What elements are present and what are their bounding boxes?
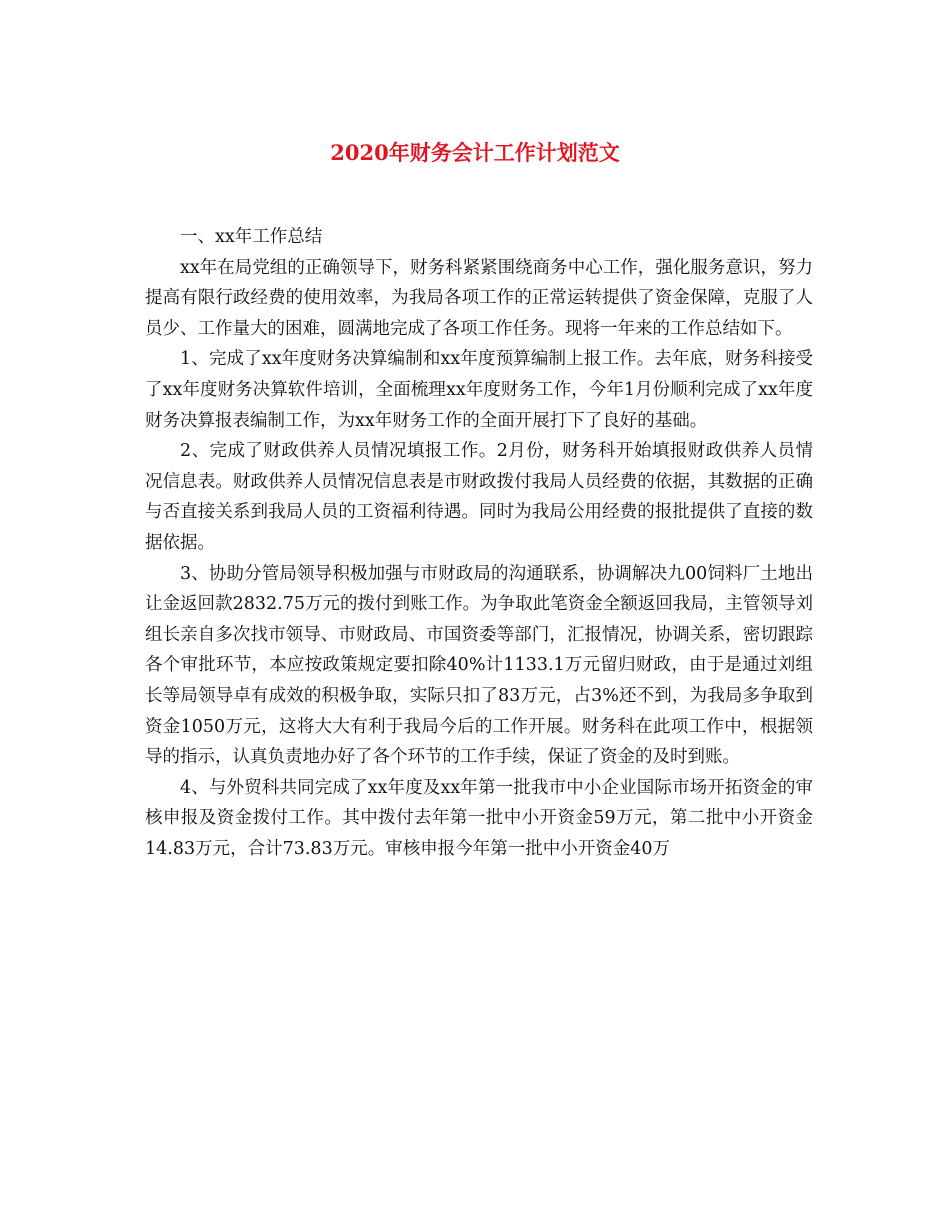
document-body bbox=[145, 222, 813, 864]
paragraph: xx年在局党组的正确领导下，财务科紧紧围绕商务中心工作，强化服务意识，努力提高有限行政经费的使用效率，为我局各项工作的正常运转提供了资金保障，克服了人员少、工作量大的困难，圆满地完成了各项工作任务。现将一年来的工作总结如下。 bbox=[145, 257, 813, 339]
paragraph: 2、完成了财政供养人员情况填报工作。2月份，财务科开始填报财政供养人员情况信息表。财政供养人员情况信息表是市财政拨付我局人员经费的依据，其数据的正确与否直接关系到我局人员的工资福利待遇。同时为我局公用经费的报批提供了直接的数据依据。 bbox=[145, 441, 813, 553]
paragraph: 3、协助分管局领导积极加强与市财政局的沟通联系，协调解决九00饲料厂土地出让金返回款2832.75万元的拨付到账工作。为争取此笔资金全额返回我局，主管领导刘组长亲自多次找市领导、市财政局、市国资委等部门，汇报情况，协调关系，密切跟踪各个审批环节，本应按政策规定要扣除40%计1133.1万元留归财政，由于是通过刘组长等局领导卓有成效的积极争取，实际只扣了83万元，占3%还不到，为我局多争取到资金1050万元，这将大大有利于我局今后的工作开展。财务科在此项工作中，根据领导的指示，认真负责地办好了各个环节的工作手续，保证了资金的及时到账。 bbox=[145, 563, 813, 768]
paragraph: 4、与外贸科共同完成了xx年度及xx年第一批我市中小企业国际市场开拓资金的审核申报及资金拨付工作。其中拨付去年第一批中小开资金59万元，第二批中小开资金14.83万元，合计73.83万元。审核申报今年第一批中小开资金40万 bbox=[145, 777, 813, 859]
section-heading: 一、xx年工作总结 bbox=[180, 227, 323, 247]
paragraph: 1、完成了xx年度财务决算编制和xx年度预算编制上报工作。去年底，财务科接受了xx年度财务决算软件培训，全面梳理xx年度财务工作，今年1月份顺利完成了xx年度财务决算报表编制工作，为xx年财务工作的全面开展打下了良好的基础。 bbox=[145, 349, 813, 431]
document-title: 2020年财务会计工作计划范文 bbox=[330, 140, 620, 165]
